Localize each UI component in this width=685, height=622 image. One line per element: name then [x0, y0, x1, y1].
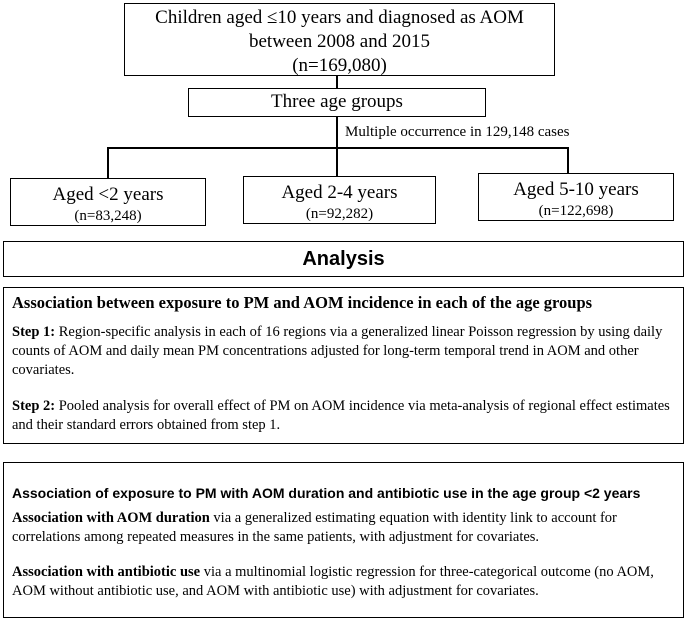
- step-1-label: Step 1:: [12, 324, 56, 340]
- section-duration-title: Association of exposure to PM with AOM duration and antibiotic use in the age group <2 years: [12, 485, 641, 501]
- duration-paragraph: [12, 509, 675, 547]
- section-duration-antibiotic-analysis: [3, 462, 684, 618]
- group-box-5-10: [478, 173, 674, 221]
- cohort-box: [124, 3, 555, 76]
- multiple-occurrence-note: Multiple occurrence in 129,148 cases: [345, 124, 570, 140]
- group-count: (n=83,248): [74, 208, 142, 224]
- group-count: (n=122,698): [538, 203, 614, 219]
- connector-branch-middle: [336, 147, 338, 176]
- connector-groups-down: [336, 116, 338, 148]
- connector-horizontal-branch: [107, 147, 569, 149]
- section-incidence-analysis: [3, 287, 684, 444]
- connector-branch-right: [567, 147, 569, 173]
- analysis-title: Analysis: [302, 248, 385, 270]
- antibiotic-text: via a multinomial logistic regression for three-categorical outcome (no AOM, AOM without antibiotic use, and AOM with antibiotic use) with adjustment for covariates.: [12, 564, 654, 599]
- antibiotic-paragraph: [12, 563, 675, 601]
- step-1-paragraph: [12, 323, 675, 380]
- group-label: Aged 2-4 years: [281, 182, 398, 203]
- group-box-2-4: [243, 176, 436, 224]
- step-2-label: Step 2:: [12, 398, 56, 414]
- group-box-under-2: [10, 178, 206, 226]
- duration-text: via a generalized estimating equation with identity link to account for correlations among repeated measures in the same patients, with adjustment for covariates.: [12, 510, 617, 545]
- antibiotic-label: Association with antibiotic use: [12, 564, 201, 580]
- group-label: Aged <2 years: [52, 184, 164, 205]
- step-1-text: Region-specific analysis in each of 16 regions via a generalized linear Poisson regression by using daily counts of AOM and daily mean PM concentrations adjusted for long-term temporal trend in AOM and other covariates.: [12, 324, 663, 378]
- cohort-line-2: between 2008 and 2015: [249, 31, 430, 52]
- analysis-header: [3, 241, 684, 277]
- connector-branch-left: [107, 147, 109, 178]
- step-2-text: Pooled analysis for overall effect of PM on AOM incidence via meta-analysis of regional effect estimates and their standard errors obtained from step 1.: [12, 398, 670, 433]
- age-groups-label: Three age groups: [271, 91, 403, 112]
- cohort-line-1: Children aged ≤10 years and diagnosed as AOM: [155, 7, 524, 28]
- duration-label: Association with AOM duration: [12, 510, 210, 526]
- age-groups-box: [188, 88, 486, 117]
- section-incidence-title: Association between exposure to PM and AOM incidence in each of the age groups: [12, 293, 593, 312]
- group-count: (n=92,282): [305, 206, 374, 222]
- step-2-paragraph: [12, 397, 675, 435]
- cohort-line-3: (n=169,080): [292, 55, 387, 76]
- group-label: Aged 5-10 years: [513, 179, 639, 200]
